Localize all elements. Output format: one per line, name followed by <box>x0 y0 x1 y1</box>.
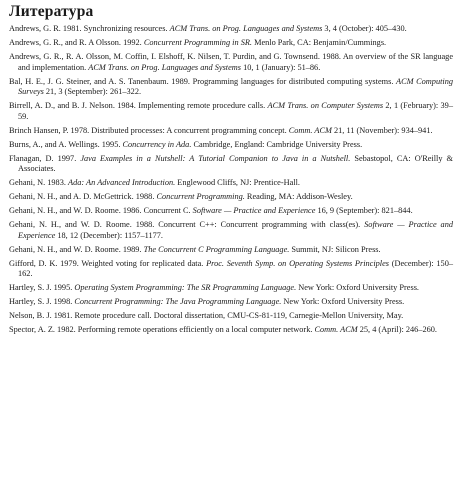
reference-source: Concurrent Programming in SR. <box>143 37 252 47</box>
reference-source: Ada: An Advanced Introduction. <box>68 178 176 188</box>
reference-item <box>9 126 453 137</box>
reference-text: Gifford, D. K. 1979. Weighted voting for replicated data. <box>9 258 207 268</box>
reference-item <box>9 24 453 35</box>
reference-source: Comm. ACM <box>288 125 332 135</box>
reference-source: Concurrent Programming. <box>156 192 245 202</box>
reference-details: Cambridge, England: Cambridge University Press. <box>191 139 363 149</box>
reference-item <box>9 283 453 294</box>
reference-details: 2, 1 (February): 39–59. <box>18 101 453 121</box>
reference-text: Andrews, G. R., and R. A Olsson. 1992. <box>9 37 144 47</box>
reference-item <box>9 52 453 73</box>
reference-details: New York: Oxford University Press. <box>281 297 405 307</box>
reference-source: Software — Practice and Experience <box>192 206 316 216</box>
reference-details: 21, 3 (September): 261–322. <box>43 87 142 97</box>
reference-details: 25, 4 (April): 246–260. <box>357 325 437 335</box>
reference-source: Comm. ACM <box>314 325 358 335</box>
reference-text: Brinch Hansen, P. 1978. Distributed processes: A concurrent programming concept. <box>9 125 289 135</box>
reference-text: Flanagan, D. 1997. <box>9 153 81 163</box>
reference-item <box>9 206 453 217</box>
reference-details: New York: Oxford University Press. <box>296 283 419 293</box>
reference-item <box>9 77 453 98</box>
reference-text: Gehani, N. H., and W. D. Roome. 1989. <box>9 244 144 254</box>
reference-text: Gehani, N. H., and W. D. Roome. 1988. Concurrent C++: Concurrent programming with class(es). <box>9 220 365 230</box>
reference-item <box>9 325 453 336</box>
reference-item <box>9 311 453 322</box>
reference-item <box>9 220 453 241</box>
reference-item <box>9 192 453 203</box>
reference-source: ACM Trans. on Prog. Languages and Systems <box>169 24 323 33</box>
reference-source: Operating System Programming: The SR Programming Language. <box>74 283 297 293</box>
reference-details: Summit, NJ: Silicon Press. <box>289 244 381 254</box>
reference-source: ACM Computing Surveys <box>18 76 453 97</box>
reference-text: Burns, A., and A. Wellings. 1995. <box>9 139 123 149</box>
reference-item <box>9 38 453 49</box>
reference-item <box>9 101 453 122</box>
reference-details: 21, 11 (November): 934–941. <box>331 125 433 135</box>
reference-item <box>9 259 453 280</box>
reference-text: Gehani, N. H., and A. D. McGettrick. 1988. <box>9 192 157 202</box>
reference-item <box>9 178 453 189</box>
reference-source: Software — Practice and Experience <box>18 220 453 240</box>
reference-details: Sebastopol, CA: O'Reilly & Associates. <box>18 153 453 174</box>
reference-item <box>9 154 453 175</box>
reference-list <box>9 24 453 336</box>
reference-source: Concurrent Programming: The Java Programming Language. <box>74 297 282 307</box>
reference-details: 16, 9 (September): 821–844. <box>315 206 413 216</box>
reference-item <box>9 297 453 308</box>
reference-details: 3, 4 (October): 405–430. <box>322 24 407 33</box>
reference-details: Reading, MA: Addison-Wesley. <box>244 192 353 202</box>
reference-text: Hartley, S. J. 1995. <box>9 283 75 293</box>
reference-details: Englewood Cliffs, NJ: Prentice-Hall. <box>175 178 300 188</box>
reference-item <box>9 140 453 151</box>
reference-details: Menlo Park, CA: Benjamin/Cummings. <box>252 37 387 47</box>
reference-text: Birrell, A. D., and B. J. Nelson. 1984. Implementing remote procedure calls. <box>9 101 268 111</box>
reference-details: (December): 150–162. <box>18 258 453 279</box>
reference-source: Proc. Seventh Symp. on Operating Systems Principles <box>206 258 390 268</box>
reference-source: Java Examples in a Nutshell: A Tutorial Companion to Java in a Nutshell. <box>80 153 351 163</box>
reference-text: Bal, H. E., J. G. Steiner, and A. S. Tanenbaum. 1989. Programming languages for distributed computing systems. <box>9 76 396 86</box>
reference-text: Gehani, N. 1983. <box>9 178 68 188</box>
reference-text: Gehani, N. H., and W. D. Roome. 1986. Concurrent C. <box>9 206 193 216</box>
reference-text: Nelson, B. J. 1981. Remote procedure call. Doctoral dissertation, CMU-CS-81-119, Carnegie-Mellon University, May. <box>9 311 404 321</box>
reference-source: ACM Trans. on Computer Systems <box>267 101 384 111</box>
reference-text: Andrews, G. R., R. A. Olsson, M. Coffin, I. Elshoff, K. Nilsen, T. Purdin, and G. Townsend. 1988. An overview of the SR language and implementation. <box>9 51 453 72</box>
reference-text: Andrews, G. R. 1981. Synchronizing resources. <box>9 24 170 33</box>
reference-source: Concurrency in Ada. <box>122 139 192 149</box>
reference-source: ACM Trans. on Prog. Languages and Systems <box>88 62 242 72</box>
reference-details: 18, 12 (December): 1157–1177. <box>55 230 163 240</box>
reference-details: 10, 1 (January): 51–86. <box>241 62 321 72</box>
reference-source: The Concurrent C Programming Language. <box>143 244 290 254</box>
reference-item <box>9 245 453 256</box>
reference-text: Hartley, S. J. 1998. <box>9 297 75 307</box>
page-title: Литература <box>9 3 94 20</box>
reference-text: Spector, A. Z. 1982. Performing remote operations efficiently on a local computer network. <box>9 325 315 335</box>
